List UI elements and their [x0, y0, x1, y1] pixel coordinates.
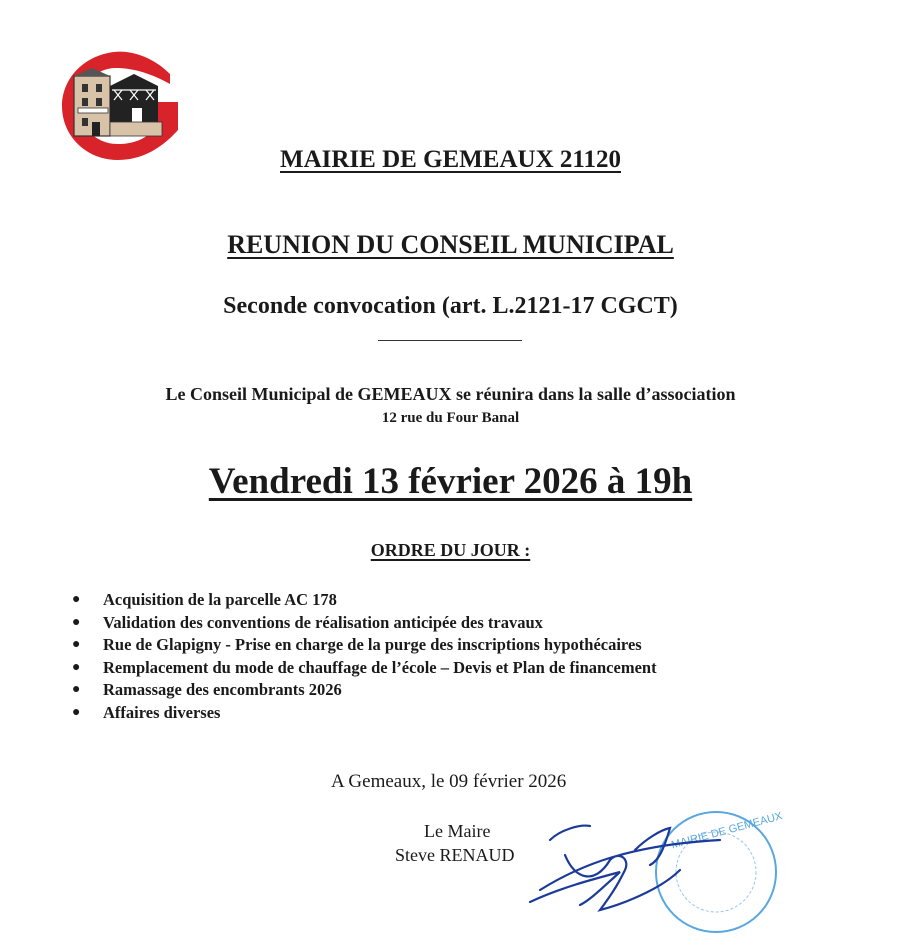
agenda-item: ● Remplacement du mode de chauffage de l’école – Devis et Plan de financement: [72, 657, 657, 680]
signatory-title: Le Maire: [424, 821, 491, 841]
signature-stamp-icon: [520, 810, 800, 941]
bullet-icon: ●: [72, 614, 81, 630]
agenda-list: [72, 589, 657, 725]
svg-text:MAIRIE DE GEMEAUX: MAIRIE DE GEMEAUX: [670, 810, 784, 852]
bullet-icon: ●: [72, 659, 81, 675]
agenda-item: ● Affaires diverses: [72, 702, 657, 725]
divider: [378, 340, 522, 341]
agenda-title: ORDRE DU JOUR :: [370, 540, 531, 560]
convocation-subtitle: Seconde convocation (art. L.2121-17 CGCT): [223, 293, 678, 319]
intro-text: Le Conseil Municipal de GEMEAUX se réunira dans la salle d’association: [165, 384, 736, 404]
municipality-title: MAIRIE DE GEMEAUX 21120: [280, 146, 621, 173]
bullet-icon: ●: [72, 704, 81, 720]
bullet-icon: ●: [72, 592, 81, 607]
address-text: 12 rue du Four Banal: [381, 410, 520, 426]
meeting-title: REUNION DU CONSEIL MUNICIPAL: [227, 230, 674, 259]
agenda-item: ● Acquisition de la parcelle AC 178: [72, 589, 657, 612]
bullet-icon: ●: [72, 682, 81, 698]
place-date: A Gemeaux, le 09 février 2026: [331, 771, 567, 792]
agenda-item: ● Ramassage des encombrants 2026: [72, 679, 657, 702]
bullet-icon: ●: [72, 637, 81, 653]
meeting-datetime: Vendredi 13 février 2026 à 19h: [208, 461, 693, 502]
agenda-item: ● Validation des conventions de réalisation anticipée des travaux: [72, 612, 657, 635]
signatory-name: Steve RENAUD: [395, 845, 515, 865]
agenda-item: ● Rue de Glapigny - Prise en charge de la purge des inscriptions hypothécaires: [72, 634, 657, 657]
